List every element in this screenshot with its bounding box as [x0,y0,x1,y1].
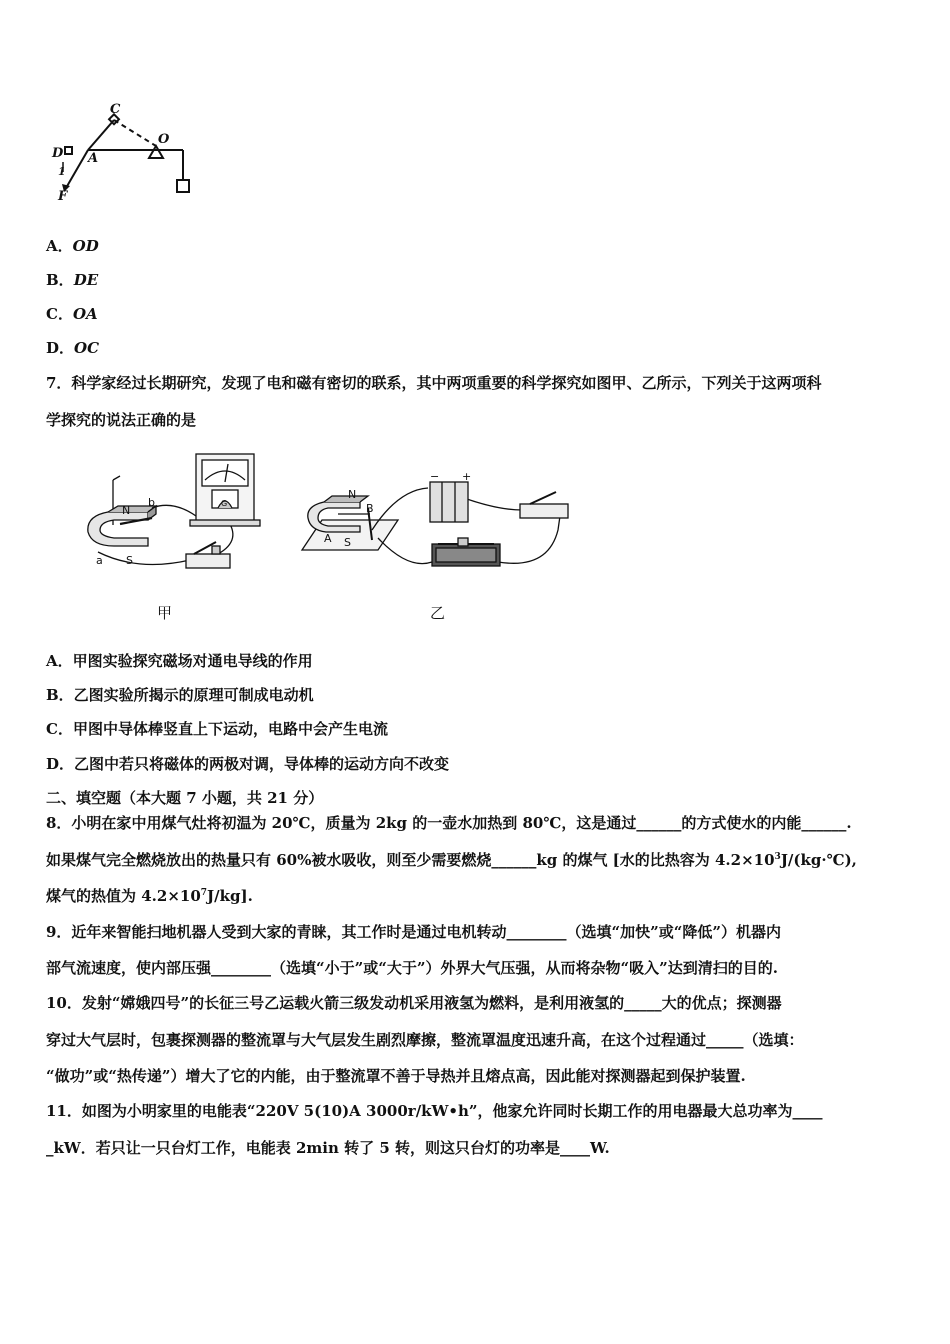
jia-label-a: a [96,554,103,567]
u-magnet-yi [308,502,360,532]
u-magnet [88,512,148,546]
q8-line1: 8．小明在家中用煤气灶将初温为 20℃，质量为 2kg 的一壶水加热到 80℃，这是通过______的方式使水的内能______. [46,814,852,832]
q9-line2: 部气流速度，使内部压强________（选填“小于”或“大于”）外界大气压强，从而将杂物“吸入”达到清扫的目的. [46,959,778,977]
q10-line3: “做功”或“热传递”）增大了它的内能，由于整流罩不善于导热并且熔点高，因此能对探测器起到保护装置. [46,1067,746,1085]
q10-line2: 穿过大气层时，包裹探测器的整流罩与大气层发生剧烈摩擦，整流罩温度迅速升高，在这个过程通过_____（选填： [46,1031,804,1049]
q7-option-b[interactable]: B．乙图实验所揭示的原理可制成电动机 [46,686,314,704]
label-d: D [52,146,64,161]
label-c: C [110,102,121,117]
force-line [66,150,88,188]
q9-line1: 9．近年来智能扫地机器人受到大家的青睐，其工作时是通过电机转动________（选填“加快”或“降低”）机器内 [46,923,781,941]
label-num: 1 [58,165,66,178]
q6-option-b[interactable]: B．DE [46,271,99,289]
q7-stem-line2: 学探究的说法正确的是 [46,411,197,429]
q6-option-c[interactable]: C．OA [46,305,98,323]
yi-label-n: N [348,488,357,501]
point-d-marker [65,147,72,154]
jia-label-b: b [148,496,155,509]
caption-yi: 乙 [430,604,446,622]
figure-jia-electromagnetic-induction [78,450,278,580]
label-o: O [158,132,170,147]
q6-option-d[interactable]: D．OC [46,339,100,357]
q11-line1: 11．如图为小明家里的电能表“220V 5(10)A 3000r/kW•h”，他家允许同时长期工作的用电器最大总功率为____ [46,1102,823,1120]
jia-label-g: G [221,499,228,508]
yi-label-plus: + [462,470,472,483]
q8-line2: 如果煤气完全燃烧放出的热量只有 60%被水吸收，则至少需要燃烧______kg 的煤气 [水的比热容为 $4.2\times 10^3J/(kg\cdot℃)$, [46,851,857,869]
label-a: A [88,151,99,166]
yi-label-a: A [324,532,332,545]
q7-option-a[interactable]: A．甲图实验探究磁场对通电导线的作用 [46,652,313,670]
q11-line2: _kW．若只让一只台灯工作，电能表 2min 转了 5 转，则这只台灯的功率是____W. [46,1139,610,1157]
label-f: F [58,189,68,204]
jia-label-s: S [126,554,133,567]
weight-box [177,180,189,192]
q8-line3: 煤气的热值为 $4.2\times 10^7J/kg$]. [46,887,253,905]
q7-option-d[interactable]: D．乙图中若只将磁体的两极对调，导体棒的运动方向不改变 [46,755,450,773]
q7-stem-line1: 7．科学家经过长期研究，发现了电和磁有密切的联系，其中两项重要的科学探究如图甲、乙所示，下列关于这两项科 [46,374,822,392]
switch [186,554,230,568]
q7-option-c[interactable]: C．甲图中导体棒竖直上下运动，电路中会产生电流 [46,720,388,738]
section2-title: 二、填空题（本大题 7 小题，共 21 分） [46,789,324,807]
switch-yi [520,504,568,518]
yi-label-minus: − [430,470,440,483]
jia-label-n: N [122,504,131,517]
lever-arm-left [88,120,114,150]
figure-yi-motor-principle [298,470,578,580]
yi-label-s: S [344,536,351,549]
lever-figure [48,100,198,205]
battery [430,482,468,522]
yi-label-b: B [366,502,374,515]
caption-jia: 甲 [157,604,173,622]
dashed-line-co [114,120,156,146]
fulcrum-triangle [149,146,163,158]
q6-option-a[interactable]: A．OD [46,237,99,255]
q10-line1: 10．发射“嫦娥四号”的长征三号乙运载火箭三级发动机采用液氢为燃料，是利用液氢的_____大的优点；探测器 [46,994,782,1012]
